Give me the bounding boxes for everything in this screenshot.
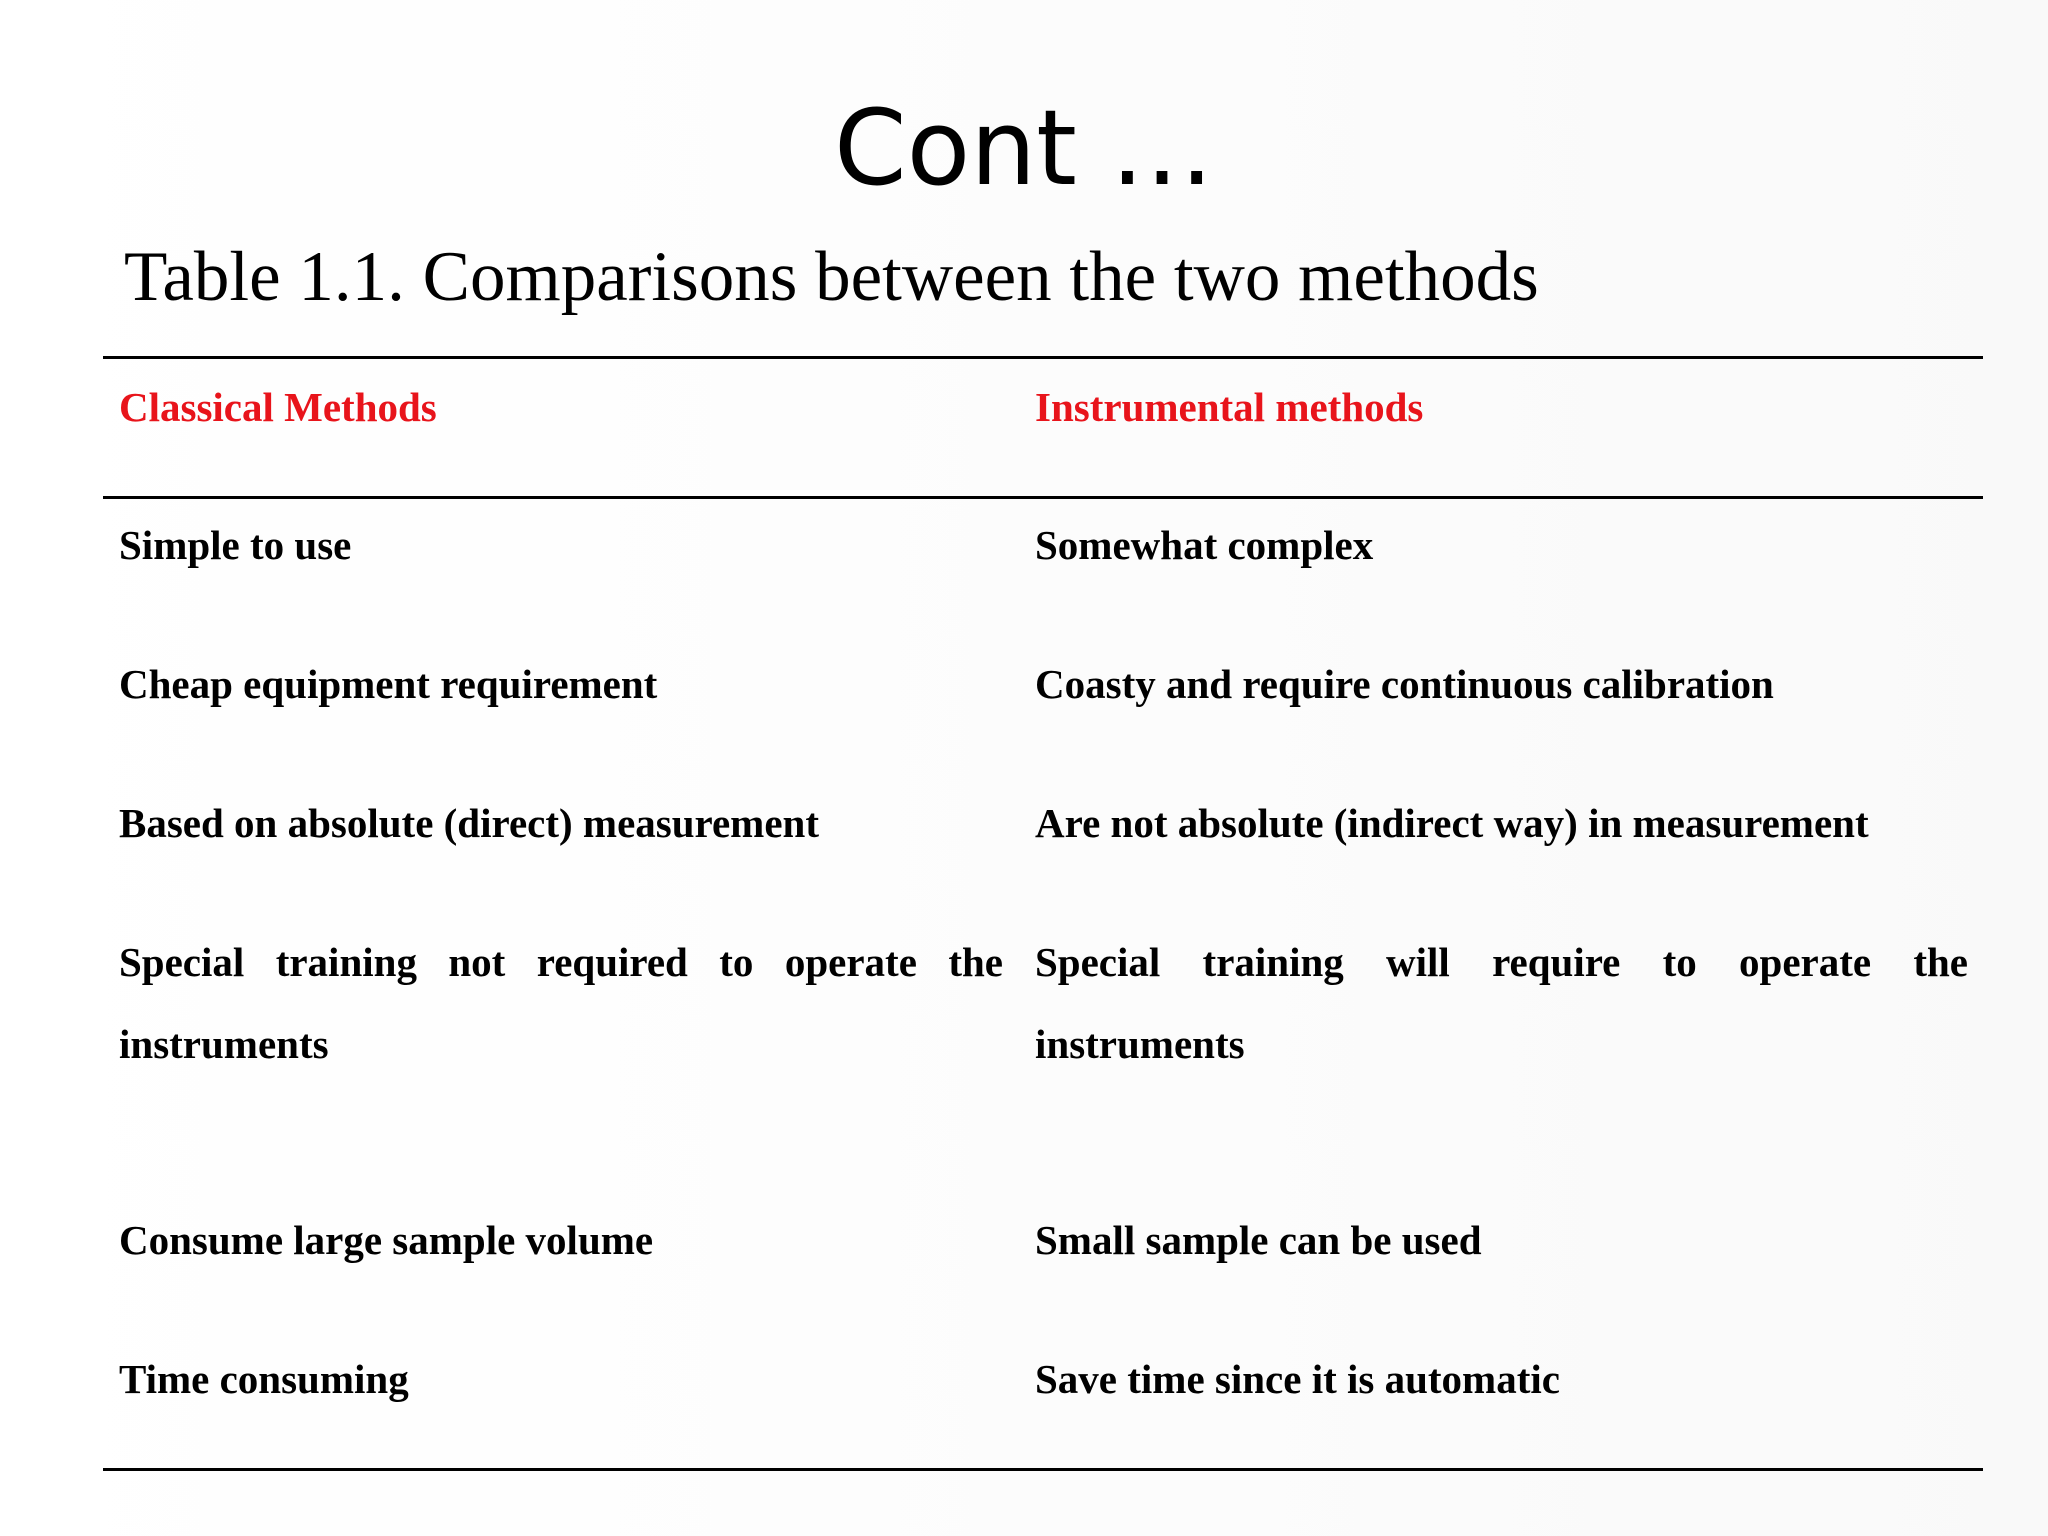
classical-cell: Special training not required to operate the instruments	[119, 939, 1003, 1067]
instrumental-cell: Save time since it is automatic	[1035, 1356, 1560, 1402]
table-caption: Table 1.1. Comparisons between the two methods	[124, 238, 1539, 316]
classical-cell: Simple to use	[119, 522, 352, 568]
instrumental-cell: Coasty and require continuous calibration	[1035, 661, 1774, 707]
classical-cell: Time consuming	[119, 1356, 409, 1402]
table-top-rule	[103, 356, 1983, 359]
table-bottom-rule	[103, 1468, 1983, 1471]
slide-title: Cont …	[834, 87, 1214, 209]
table-header-rule	[103, 496, 1983, 499]
instrumental-cell: Are not absolute (indirect way) in measurement	[1035, 800, 1869, 846]
classical-cell: Cheap equipment requirement	[119, 661, 658, 707]
classical-cell: Based on absolute (direct) measurement	[119, 800, 819, 846]
header-classical: Classical Methods	[119, 384, 437, 430]
instrumental-cell: Special training will require to operate the instruments	[1035, 939, 1968, 1067]
header-instrumental: Instrumental methods	[1035, 384, 1424, 430]
instrumental-cell: Small sample can be used	[1035, 1217, 1482, 1263]
instrumental-cell: Somewhat complex	[1035, 522, 1374, 568]
classical-cell: Consume large sample volume	[119, 1217, 654, 1263]
